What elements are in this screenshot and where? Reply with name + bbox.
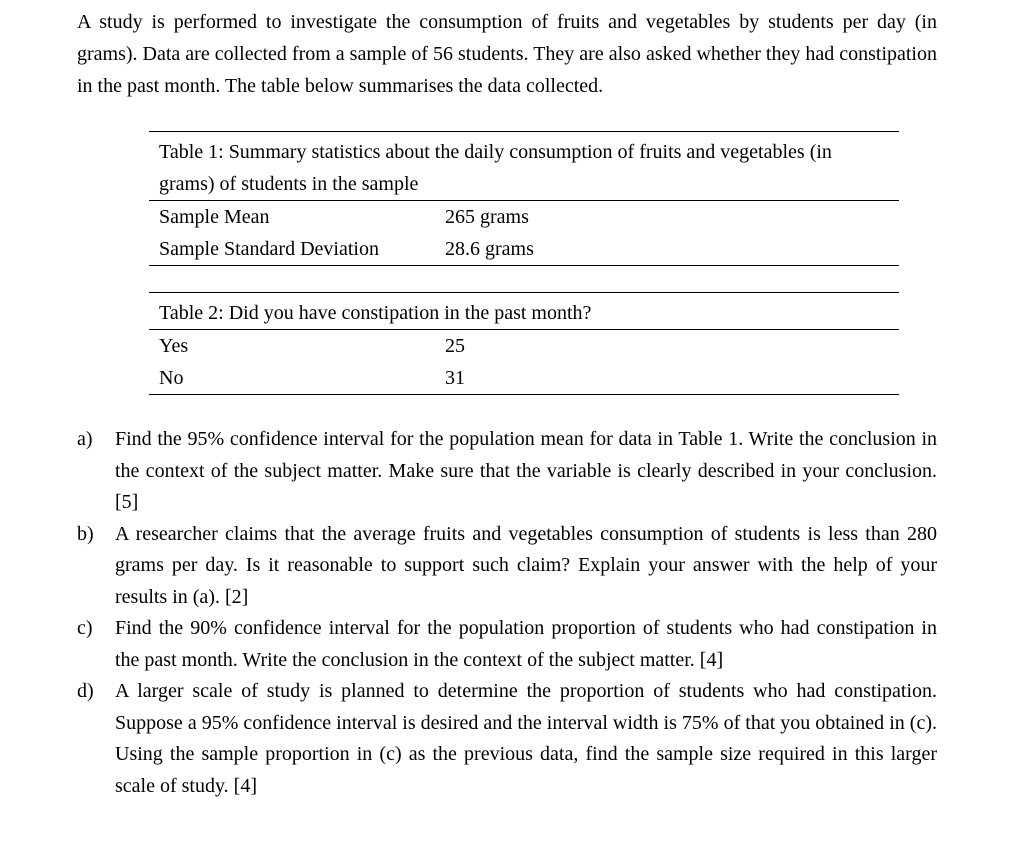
table-2-bottom-rule <box>149 394 899 395</box>
table-2-row-value: 31 <box>445 367 465 389</box>
question-item <box>77 676 937 802</box>
question-label: a) <box>77 428 93 450</box>
question-item <box>77 424 937 519</box>
table-2-row <box>149 330 899 362</box>
table-1-row-label: Sample Mean <box>159 206 270 228</box>
table-1-bottom-rule <box>149 265 899 266</box>
intro-paragraph: A study is performed to investigate the consumption of fruits and vegetables by students per day (in grams). Data are collected from a sample of 56 students. They are also asked whether they had constipation in the past month. The table below summarises the data collected. <box>77 11 937 97</box>
table-1-row-label: Sample Standard Deviation <box>159 238 379 260</box>
table-2-row <box>149 362 899 394</box>
question-text: A researcher claims that the average fruits and vegetables consumption of students is less than 280 grams per day. Is it reasonable to support such claim? Explain your answer with the help of your results in (a). [2] <box>115 522 937 608</box>
table-1-row <box>149 201 899 233</box>
table-1-row-value: 265 grams <box>445 206 529 228</box>
table-2-row-label: Yes <box>159 335 189 357</box>
question-item <box>77 519 937 614</box>
table-1-row <box>149 233 899 265</box>
question-text: Find the 95% confidence interval for the population mean for data in Table 1. Write the conclusion in the context of the subject matter. Make sure that the variable is clearly described in your conclusion. [5] <box>115 428 937 513</box>
question-text: Find the 90% confidence interval for the population proportion of students who had constipation in the past month. Write the conclusion in the context of the subject matter. [4] <box>115 617 937 671</box>
question-label: d) <box>77 680 94 702</box>
table-2-row-label: No <box>159 367 184 389</box>
question-list <box>77 424 937 802</box>
table-2-row-value: 25 <box>445 335 465 357</box>
table-1 <box>149 131 899 266</box>
table-1-caption: Table 1: Summary statistics about the daily consumption of fruits and vegetables (in grams) of students in the sample <box>149 132 899 201</box>
table-2-caption: Table 2: Did you have constipation in the past month? <box>149 293 899 330</box>
table-1-row-value: 28.6 grams <box>445 238 534 260</box>
question-label: b) <box>77 522 94 545</box>
question-label: c) <box>77 617 93 639</box>
question-text: A larger scale of study is planned to determine the proportion of students who had constipation. Suppose a 95% confidence interval is desired and the interval width is 75% of that you obtained in (c). Using the sample proportion in (c) as the previous data, find the sample size required in this larger scale of study. [4] <box>115 680 937 797</box>
question-item <box>77 613 937 676</box>
table-2 <box>149 292 899 395</box>
